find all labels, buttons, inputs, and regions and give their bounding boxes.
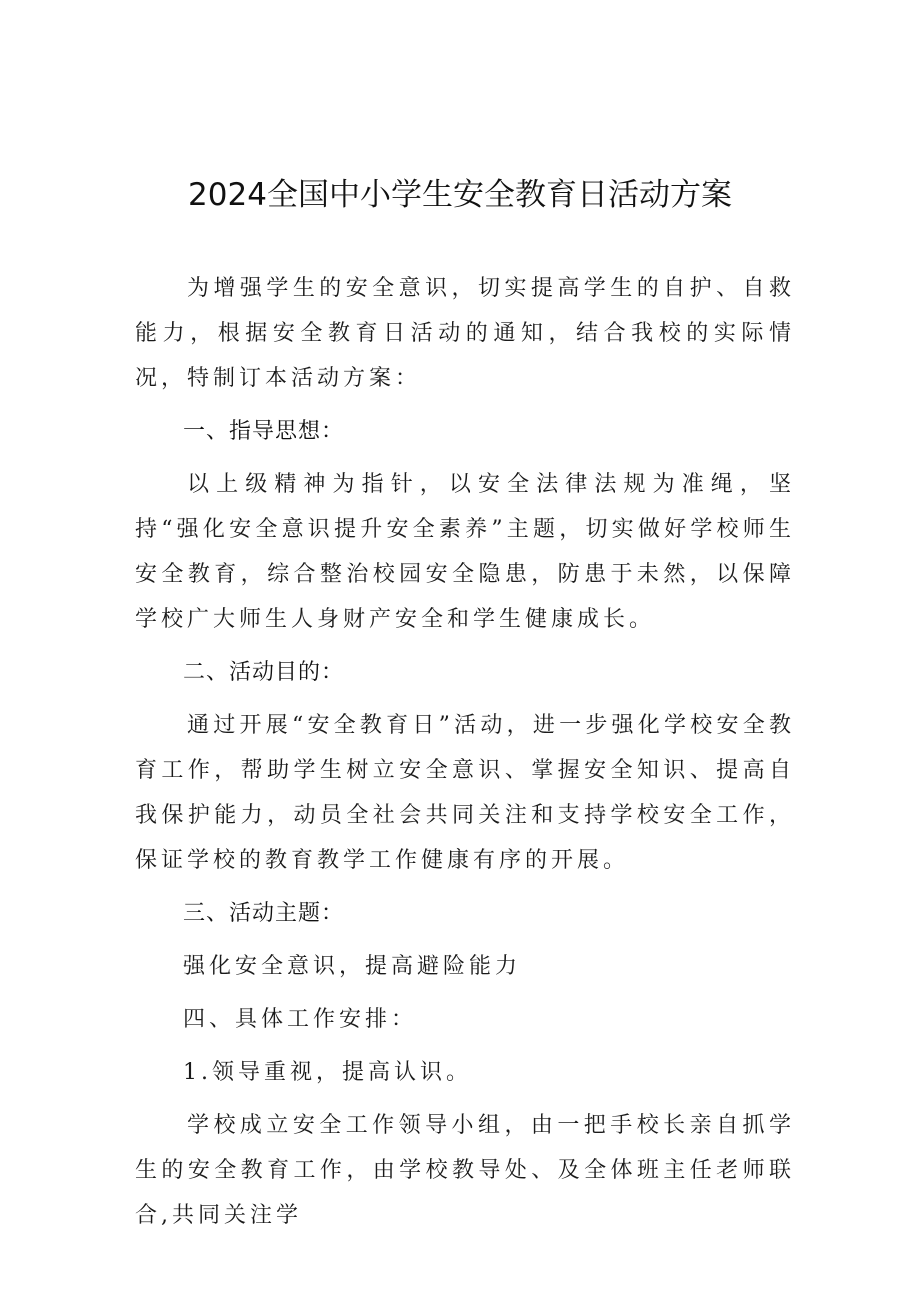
section-heading-activity-theme: 三、活动主题： xyxy=(183,901,345,926)
item-text-leadership: 学校成立安全工作领导小组，由一把手校长亲自抓学生的安全教育工作，由学校教导处、及全体班主任老师联合,共同关注学 xyxy=(135,1113,795,1228)
intro-paragraph: 为增强学生的安全意识，切实提高学生的自护、自救能力，根据安全教育日活动的通知，结合我校的实际情况，特制订本活动方案： xyxy=(135,276,795,391)
section-heading-guiding-ideology: 一、指导思想： xyxy=(183,419,345,444)
section-heading-work-arrangement: 四、具体工作安排： xyxy=(183,1007,418,1032)
document-title: 2024全国中小学生安全教育日活动方案 xyxy=(188,177,732,213)
section-text-activity-theme: 强化安全意识，提高避险能力 xyxy=(183,954,522,979)
section-text-activity-purpose: 通过开展“安全教育日”活动，进一步强化学校安全教育工作，帮助学生树立安全意识、掌握安全知识、提高自我保护能力，动员全社会共同关注和支持学校安全工作，保证学校的教育教学工作健康有序的开展。 xyxy=(135,713,795,873)
document-body xyxy=(135,266,795,1246)
section-text-guiding-ideology: 以上级精神为指针，以安全法律法规为准绳，坚持“强化安全意识提升安全素养”主题，切实做好学校师生安全教育，综合整治校园安全隐患，防患于未然，以保障学校广大师生人身财产安全和学生健康成长。 xyxy=(135,472,795,632)
section-heading-activity-purpose: 二、活动目的： xyxy=(183,660,345,685)
item-title-leadership: 1.领导重视，提高认识。 xyxy=(183,1060,472,1085)
